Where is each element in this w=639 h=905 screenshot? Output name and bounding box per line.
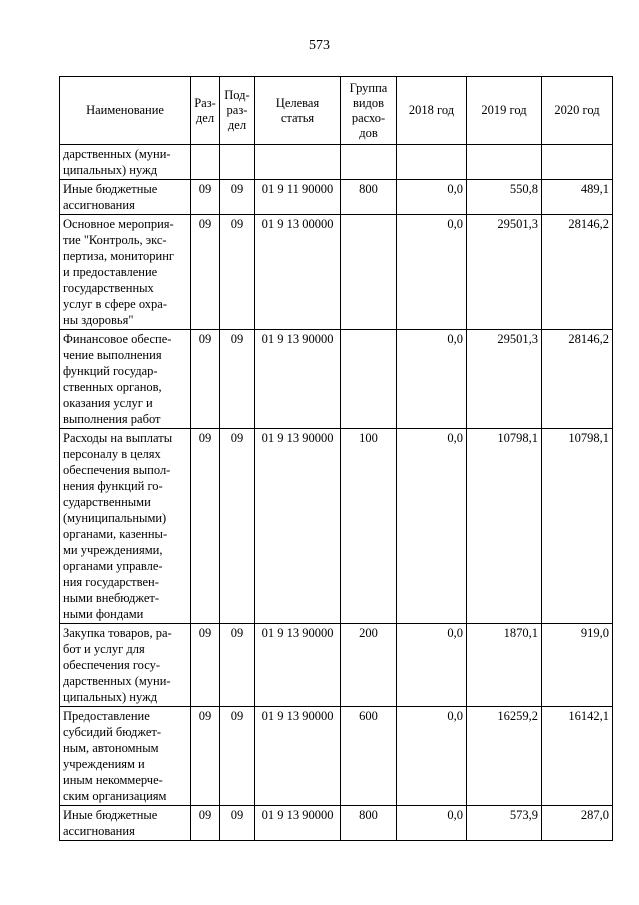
cell-2020 [542,145,613,180]
header-target-article: Целевая статья [255,77,341,145]
cell-section: 09 [191,707,220,806]
table-row [60,624,613,707]
cell-2018: 0,0 [397,806,467,841]
cell-name: Иные бюджетные ассигнования [60,806,191,841]
cell-subsection: 09 [220,624,255,707]
cell-expense-group [341,215,397,330]
cell-section: 09 [191,180,220,215]
cell-section: 09 [191,330,220,429]
table-row [60,330,613,429]
header-subsection: Под- раз- дел [220,77,255,145]
cell-2020: 28146,2 [542,330,613,429]
table-row [60,215,613,330]
cell-2018: 0,0 [397,330,467,429]
cell-target-article [255,145,341,180]
cell-2019: 573,9 [467,806,542,841]
cell-name: Предоставление субсидий бюджет- ным, автономным учреждениям и иным некоммерче- ским организациям [60,707,191,806]
cell-expense-group [341,330,397,429]
cell-target-article: 01 9 13 90000 [255,707,341,806]
header-2019: 2019 год [467,77,542,145]
cell-subsection: 09 [220,806,255,841]
cell-2020: 10798,1 [542,429,613,624]
cell-section [191,145,220,180]
cell-2019 [467,145,542,180]
cell-2018: 0,0 [397,624,467,707]
cell-target-article: 01 9 11 90000 [255,180,341,215]
header-row [60,77,613,145]
header-name: Наименование [60,77,191,145]
cell-2018: 0,0 [397,707,467,806]
cell-expense-group: 100 [341,429,397,624]
budget-table [59,76,613,841]
cell-target-article: 01 9 13 90000 [255,806,341,841]
cell-2019: 29501,3 [467,215,542,330]
cell-2020: 28146,2 [542,215,613,330]
table-row [60,707,613,806]
header-2018: 2018 год [397,77,467,145]
cell-name: Финансовое обеспе- чение выполнения функций государ- ственных органов, оказания услуг и выполнения работ [60,330,191,429]
cell-subsection: 09 [220,707,255,806]
cell-name: Закупка товаров, ра- бот и услуг для обеспечения госу- дарственных (муни- ципальных) нужд [60,624,191,707]
cell-target-article: 01 9 13 90000 [255,330,341,429]
cell-expense-group: 800 [341,180,397,215]
cell-expense-group: 600 [341,707,397,806]
cell-2019: 1870,1 [467,624,542,707]
cell-2018: 0,0 [397,180,467,215]
cell-expense-group: 800 [341,806,397,841]
cell-target-article: 01 9 13 90000 [255,429,341,624]
cell-name: дарственных (муни- ципальных) нужд [60,145,191,180]
cell-2019: 550,8 [467,180,542,215]
cell-2020: 489,1 [542,180,613,215]
cell-subsection: 09 [220,429,255,624]
cell-expense-group: 200 [341,624,397,707]
cell-name: Основное мероприя- тие "Контроль, экс- пертиза, мониторинг и предоставление государственных услуг в сфере охра- ны здоровья" [60,215,191,330]
cell-subsection [220,145,255,180]
page-number: 573 [309,38,330,53]
cell-target-article: 01 9 13 90000 [255,624,341,707]
header-expense-group: Группа видов расхо- дов [341,77,397,145]
cell-expense-group [341,145,397,180]
cell-2019: 16259,2 [467,707,542,806]
cell-2020: 16142,1 [542,707,613,806]
table-row [60,806,613,841]
cell-2018: 0,0 [397,215,467,330]
cell-section: 09 [191,806,220,841]
cell-2019: 29501,3 [467,330,542,429]
table-row [60,429,613,624]
table-row [60,145,613,180]
cell-name: Расходы на выплаты персоналу в целях обеспечения выпол- нения функций го- сударственными (муниципальными) органами, казенны- ми учреждениями, органами управле- ния государствен- ными внебюджет- ными фондами [60,429,191,624]
cell-2020: 919,0 [542,624,613,707]
header-section: Раз- дел [191,77,220,145]
cell-name: Иные бюджетные ассигнования [60,180,191,215]
cell-subsection: 09 [220,180,255,215]
cell-2018: 0,0 [397,429,467,624]
cell-section: 09 [191,215,220,330]
table-row [60,180,613,215]
cell-section: 09 [191,624,220,707]
cell-2020: 287,0 [542,806,613,841]
cell-section: 09 [191,429,220,624]
cell-2018 [397,145,467,180]
cell-subsection: 09 [220,215,255,330]
header-2020: 2020 год [542,77,613,145]
cell-2019: 10798,1 [467,429,542,624]
cell-subsection: 09 [220,330,255,429]
cell-target-article: 01 9 13 00000 [255,215,341,330]
